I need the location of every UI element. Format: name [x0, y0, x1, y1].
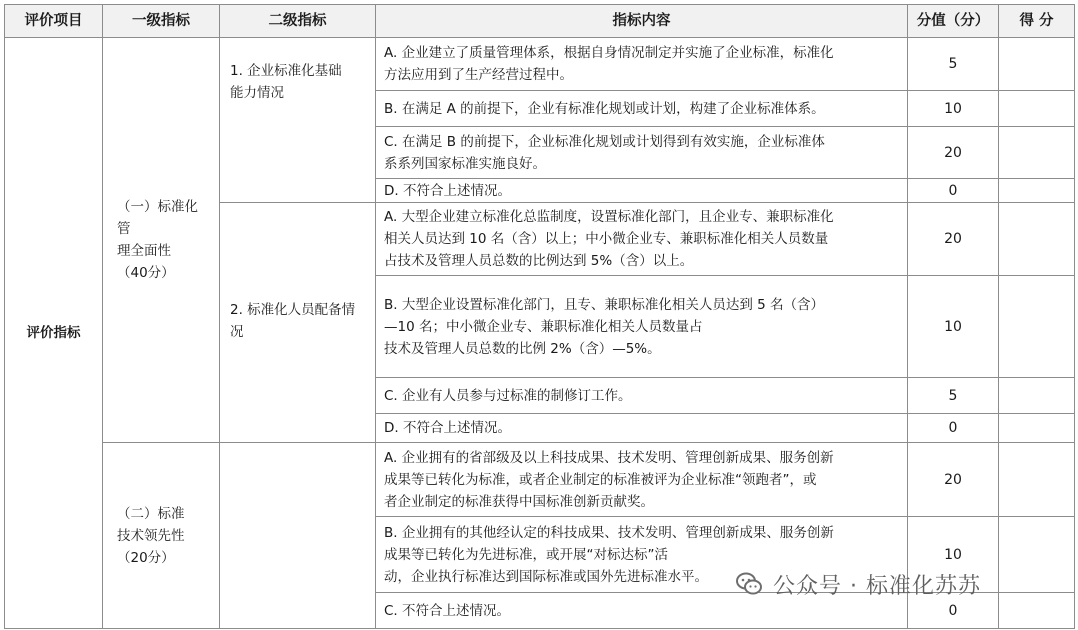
- got-cell: [999, 203, 1075, 276]
- watermark-text: 公众号 · 标准化苏苏: [773, 573, 981, 599]
- header-got: 得 分: [999, 5, 1075, 38]
- watermark: [735, 567, 981, 601]
- level2-cell: 2. 标准化人员配备情 况: [220, 203, 376, 443]
- content-cell: C. 企业有人员参与过标准的制修订工作。: [376, 378, 908, 414]
- got-cell: [999, 276, 1075, 378]
- score-cell: 10: [908, 91, 999, 127]
- got-cell: [999, 38, 1075, 91]
- score-cell: 20: [908, 203, 999, 276]
- score-cell: 0: [908, 593, 999, 629]
- header-row: [5, 5, 1075, 38]
- table-row: [5, 443, 1075, 517]
- got-cell: [999, 127, 1075, 179]
- header-content: 指标内容: [376, 5, 908, 38]
- content-cell: B. 企业拥有的其他经认定的科技成果、技术发明、管理创新成果、服务创新 成果等已转化为先进标准，或开展“对标达标”活 动，企业执行标准达到国际标准或国外先进标准水平。: [376, 517, 908, 593]
- got-cell: [999, 443, 1075, 517]
- table-row: [5, 38, 1075, 91]
- header-project: 评价项目: [5, 5, 103, 38]
- got-cell: [999, 378, 1075, 414]
- content-cell: B. 大型企业设置标准化部门，且专、兼职标准化相关人员达到 5 名（含） —10 名；中小微企业专、兼职标准化相关人员数量占 技术及管理人员总数的比例 2%（含）—5%。: [376, 276, 908, 378]
- wechat-icon: [735, 570, 763, 598]
- header-level2: 二级指标: [220, 5, 376, 38]
- score-cell: 5: [908, 378, 999, 414]
- content-cell: C. 不符合上述情况。: [376, 593, 908, 629]
- project-cell: 评价指标: [5, 38, 103, 629]
- content-cell: A. 企业建立了质量管理体系，根据自身情况制定并实施了企业标准，标准化 方法应用到了生产经营过程中。: [376, 38, 908, 91]
- got-cell: [999, 593, 1075, 629]
- content-cell: A. 大型企业建立标准化总监制度，设置标准化部门，且企业专、兼职标准化 相关人员达到 10 名（含）以上；中小微企业专、兼职标准化相关人员数量 占技术及管理人员总数的比例达到 5%（含）以上。: [376, 203, 908, 276]
- content-cell: C. 在满足 B 的前提下，企业标准化规划或计划得到有效实施，企业标准体 系系列国家标准实施良好。: [376, 127, 908, 179]
- score-cell: 10: [908, 276, 999, 378]
- level2-cell: 1. 企业标准化基础 能力情况: [220, 38, 376, 203]
- header-score: 分值（分）: [908, 5, 999, 38]
- level1-cell: （二）标准 技术领先性 （20分）: [103, 443, 220, 629]
- header-level1: 一级指标: [103, 5, 220, 38]
- got-cell: [999, 414, 1075, 443]
- got-cell: [999, 179, 1075, 203]
- level1-cell: （一）标准化管 理全面性 （40分）: [103, 38, 220, 443]
- content-cell: B. 在满足 A 的前提下，企业有标准化规划或计划，构建了企业标准体系。: [376, 91, 908, 127]
- content-cell: D. 不符合上述情况。: [376, 414, 908, 443]
- score-cell: 0: [908, 179, 999, 203]
- content-cell: D. 不符合上述情况。: [376, 179, 908, 203]
- score-cell: 5: [908, 38, 999, 91]
- score-cell: 20: [908, 127, 999, 179]
- score-cell: 20: [908, 443, 999, 517]
- evaluation-table: [4, 4, 1075, 629]
- got-cell: [999, 91, 1075, 127]
- got-cell: [999, 517, 1075, 593]
- score-cell: 10: [908, 517, 999, 593]
- content-cell: A. 企业拥有的省部级及以上科技成果、技术发明、管理创新成果、服务创新 成果等已转化为标准，或者企业制定的标准被评为企业标准“领跑者”，或 者企业制定的标准获得中国标准创新贡献奖。: [376, 443, 908, 517]
- level2-cell-empty: [220, 443, 376, 629]
- score-cell: 0: [908, 414, 999, 443]
